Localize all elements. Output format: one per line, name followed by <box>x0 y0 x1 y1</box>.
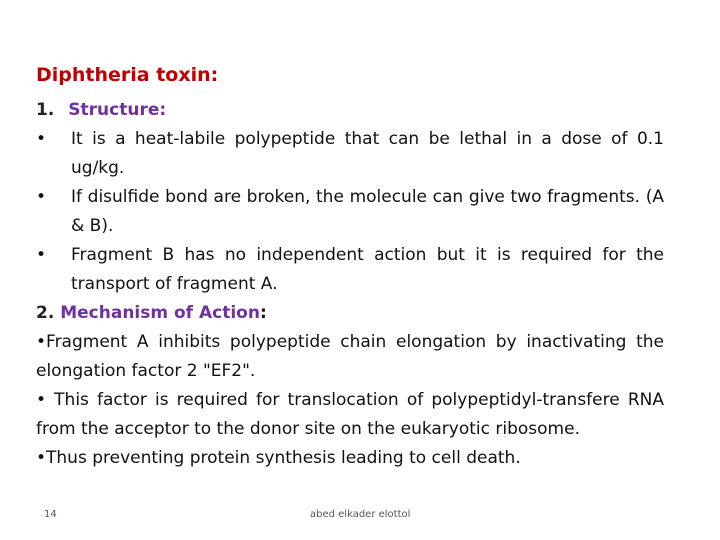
mechanism-point: •Fragment A inhibits polypeptide chain elongation by inactivating the elongation factor 2 "EF2". <box>36 332 664 381</box>
bullet-item <box>36 241 664 299</box>
mechanism-point: •Thus preventing protein synthesis leading to cell death. <box>36 448 521 468</box>
bullet-text: It is a heat-labile polypeptide that can be lethal in a dose of 0.1 ug/kg. <box>71 129 664 178</box>
section-number: 1. <box>36 100 55 120</box>
bullet-text: Fragment B has no independent action but it is required for the transport of fragment A. <box>71 245 664 294</box>
slide-title: Diphtheria toxin: <box>36 64 219 86</box>
section-number: 2. <box>36 303 55 323</box>
section-title: Mechanism of Action <box>60 303 260 323</box>
section-structure-heading <box>36 96 664 125</box>
footer-author: abed elkader elottol <box>310 509 411 520</box>
mechanism-point: • This factor is required for translocation of polypeptidyl-transfere RNA from the acceptor to the donor site on the eukaryotic ribosome. <box>36 390 664 439</box>
bullet-item <box>36 125 664 183</box>
section-title: Structure: <box>68 100 167 120</box>
bullet-text: If disulfide bond are broken, the molecule can give two fragments. (A & B). <box>71 187 664 236</box>
section-mechanism-heading <box>36 299 664 328</box>
bullet-icon: • <box>36 129 47 149</box>
bullet-item <box>36 183 664 241</box>
section-colon: : <box>259 303 267 323</box>
page-number: 14 <box>44 509 57 520</box>
bullet-icon: • <box>36 245 47 265</box>
slide-content <box>36 96 664 473</box>
bullet-icon: • <box>36 187 47 207</box>
